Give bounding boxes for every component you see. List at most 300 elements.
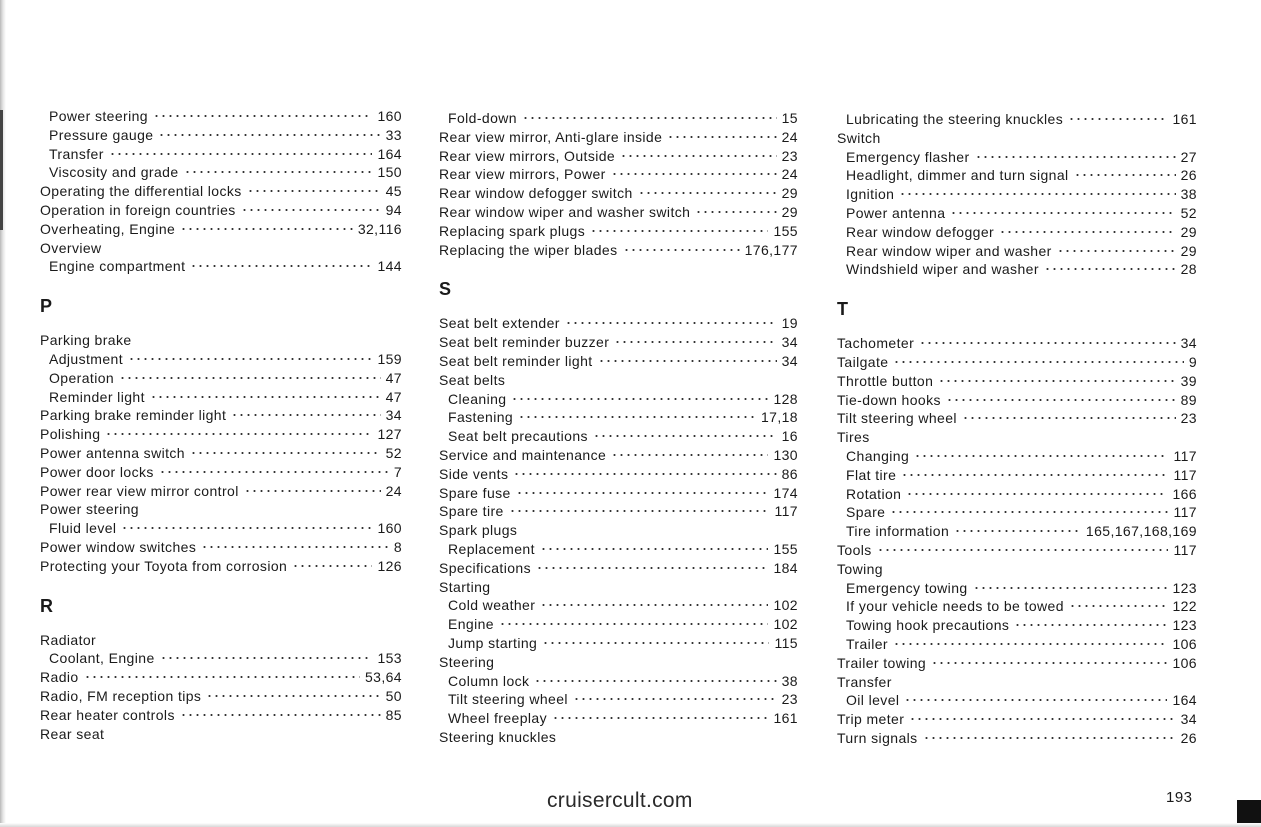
index-entry — [439, 314, 798, 333]
dot-leader — [877, 549, 1169, 551]
index-subentry — [40, 519, 402, 538]
dot-leader — [509, 510, 770, 512]
index-subentry — [40, 649, 402, 668]
index-page-ref: 165,167,168,169 — [1085, 523, 1197, 540]
index-term: Overheating, Engine — [40, 220, 176, 237]
index-term: Fastening — [448, 409, 514, 426]
index-page-ref: 23 — [781, 691, 798, 708]
dot-leader — [914, 455, 1168, 457]
index-subentry — [40, 145, 402, 164]
index-term: Side vents — [439, 465, 509, 482]
index-subentry — [837, 522, 1197, 541]
index-entry — [837, 428, 1197, 447]
index-term: Operating the differential locks — [40, 183, 242, 200]
index-page-ref: 127 — [377, 426, 402, 443]
index-term: Coolant, Engine — [49, 650, 155, 667]
index-term: Reminder light — [49, 388, 145, 405]
index-page-ref: 160 — [377, 108, 402, 124]
dot-leader — [247, 190, 381, 192]
dot-leader — [931, 662, 1167, 664]
index-subentry — [439, 109, 798, 128]
index-entry — [40, 500, 402, 519]
index-subentry — [439, 427, 798, 446]
dot-leader — [540, 548, 769, 550]
dot-leader — [206, 695, 380, 697]
index-entry — [837, 372, 1197, 391]
dot-leader — [901, 474, 1168, 476]
index-entry — [439, 653, 798, 672]
index-entry — [439, 241, 798, 260]
index-entry — [40, 631, 402, 650]
index-page-ref: 117 — [1173, 466, 1197, 483]
index-term: Trailer towing — [837, 654, 927, 671]
index-subentry — [40, 257, 402, 276]
index-term: Engine — [448, 616, 494, 633]
index-term: Turn signals — [837, 729, 918, 746]
index-page-ref: 17,18 — [760, 409, 798, 426]
section-letter-heading: T — [837, 299, 848, 320]
scan-binding-mark — [0, 110, 3, 230]
index-page-ref: 24 — [781, 128, 798, 145]
index-term: Power steering — [49, 108, 148, 124]
dot-leader — [159, 471, 389, 473]
index-entry — [837, 334, 1197, 353]
dot-leader — [109, 153, 373, 155]
index-term: Power rear view mirror control — [40, 482, 239, 499]
dot-leader — [573, 698, 777, 700]
dot-leader — [518, 416, 756, 418]
index-term: Replacing the wiper blades — [439, 241, 618, 258]
index-entry — [40, 668, 402, 687]
index-term: Rear window wiper and washer — [846, 242, 1052, 259]
index-term: Rear window defogger — [846, 223, 995, 240]
index-subentry — [837, 242, 1197, 261]
index-subentry — [837, 166, 1197, 185]
index-term: Rear view mirrors, Power — [439, 166, 606, 183]
index-page-ref: 130 — [773, 446, 798, 463]
index-page-ref: 89 — [1180, 391, 1197, 408]
index-term: Radio — [40, 669, 79, 686]
dot-leader — [962, 417, 1176, 419]
index-page-ref: 45 — [385, 183, 402, 200]
index-entry — [439, 128, 798, 147]
dot-leader — [522, 117, 777, 119]
index-term: Flat tire — [846, 466, 897, 483]
index-term: Tailgate — [837, 353, 889, 370]
index-page-ref: 26 — [1180, 729, 1197, 746]
index-term: Seat belt reminder light — [439, 352, 593, 369]
dot-leader — [201, 546, 389, 548]
index-subentry — [439, 690, 798, 709]
index-column-1 — [40, 107, 402, 743]
dot-leader — [904, 699, 1167, 701]
index-term: Column lock — [448, 672, 530, 689]
section-letter-heading: S — [439, 279, 452, 300]
dot-leader — [190, 452, 381, 454]
index-entry — [40, 557, 402, 576]
index-page-ref: 34 — [781, 334, 798, 351]
index-term: Trip meter — [837, 711, 905, 728]
index-page-ref: 38 — [1180, 186, 1197, 203]
dot-leader — [540, 604, 768, 606]
index-page-ref: 9 — [1188, 353, 1197, 370]
index-entry — [40, 538, 402, 557]
dot-leader — [121, 527, 372, 529]
index-page-ref: 106 — [1172, 635, 1197, 652]
dot-leader — [893, 361, 1183, 363]
dot-leader — [84, 676, 360, 678]
index-entry — [439, 147, 798, 166]
index-subentry — [40, 163, 402, 182]
index-term: Spark plugs — [439, 522, 518, 539]
index-page-ref: 19 — [781, 315, 798, 332]
index-column-3 — [837, 110, 1197, 748]
index-page-ref: 52 — [1180, 204, 1197, 221]
index-term: Engine compartment — [49, 258, 186, 275]
dot-leader — [973, 587, 1168, 589]
footer-website: cruisercult.com — [547, 789, 693, 812]
index-entry — [439, 352, 798, 371]
index-subentry — [837, 223, 1197, 242]
dot-leader — [1068, 118, 1167, 120]
dot-leader — [695, 211, 776, 213]
index-subentry — [439, 709, 798, 728]
section-letter-heading: P — [40, 296, 53, 317]
index-entry — [439, 559, 798, 578]
index-term: Polishing — [40, 426, 101, 443]
index-term: Trailer — [846, 635, 888, 652]
dot-leader — [534, 680, 776, 682]
index-page-ref: 23 — [781, 147, 798, 164]
index-page-ref: 26 — [1180, 167, 1197, 184]
index-page-ref: 164 — [377, 145, 402, 162]
index-term: Specifications — [439, 559, 531, 576]
index-page-ref: 159 — [377, 350, 402, 367]
index-page-ref: 161 — [1172, 111, 1197, 127]
dot-leader — [231, 414, 380, 416]
index-page-ref: 161 — [773, 710, 798, 727]
index-subentry — [439, 615, 798, 634]
index-entry — [837, 729, 1197, 748]
index-page-ref: 174 — [773, 484, 798, 501]
index-page-ref: 33 — [385, 126, 402, 143]
index-term: Parking brake reminder light — [40, 407, 227, 424]
index-page-ref: 16 — [781, 428, 798, 445]
dot-leader — [150, 396, 381, 398]
index-entry — [439, 203, 798, 222]
index-term: Oil level — [846, 692, 900, 709]
index-subentry — [439, 596, 798, 615]
dot-leader — [190, 265, 372, 267]
index-entry — [439, 728, 798, 747]
index-subentry — [40, 126, 402, 145]
index-subentry — [439, 634, 798, 653]
dot-leader — [620, 155, 777, 157]
index-page-ref: 8 — [393, 538, 402, 555]
index-entry — [40, 482, 402, 501]
index-term: Steering knuckles — [439, 728, 557, 745]
index-page-ref: 86 — [781, 465, 798, 482]
index-entry — [40, 239, 402, 258]
dot-leader — [292, 565, 372, 567]
index-page-ref: 123 — [1172, 579, 1197, 596]
index-subentry — [837, 110, 1197, 129]
dot-leader — [513, 473, 776, 475]
index-term: Replacement — [448, 540, 535, 557]
index-term: Jump starting — [448, 634, 538, 651]
index-entry — [837, 654, 1197, 673]
index-entry — [40, 687, 402, 706]
index-subentry — [837, 579, 1197, 598]
dot-leader — [552, 717, 768, 719]
index-term: Power antenna — [846, 204, 946, 221]
index-page-ref: 32,116 — [357, 220, 402, 237]
dot-leader — [893, 643, 1167, 645]
index-term: Operation in foreign countries — [40, 201, 236, 218]
index-term: Cold weather — [448, 597, 536, 614]
index-term: Radio, FM reception tips — [40, 687, 202, 704]
index-term: Emergency flasher — [846, 148, 970, 165]
index-entry — [837, 409, 1197, 428]
index-term: Service and maintenance — [439, 446, 607, 463]
index-term: Fluid level — [49, 520, 117, 537]
dot-leader — [153, 115, 372, 117]
dot-leader — [611, 454, 768, 456]
index-term: Rear window defogger switch — [439, 185, 633, 202]
index-term: Spare — [846, 504, 886, 521]
dot-leader — [890, 511, 1168, 513]
index-page-ref: 27 — [1180, 148, 1197, 165]
index-page-ref: 115 — [774, 634, 798, 651]
index-term: Headlight, dimmer and turn signal — [846, 167, 1069, 184]
index-entry — [40, 406, 402, 425]
dot-leader — [946, 399, 1176, 401]
index-page-ref: 166 — [1172, 485, 1197, 502]
index-subentry — [439, 672, 798, 691]
index-term: Transfer — [837, 673, 892, 690]
index-term: Tachometer — [837, 335, 915, 352]
index-page-ref: 106 — [1172, 654, 1197, 671]
index-term: Seat belt precautions — [448, 428, 588, 445]
dot-leader — [638, 192, 777, 194]
index-term: Emergency towing — [846, 579, 968, 596]
index-page-ref: 150 — [377, 164, 402, 181]
index-entry — [439, 465, 798, 484]
index-term: Windshield wiper and washer — [846, 261, 1039, 278]
index-page-ref: 85 — [385, 706, 402, 723]
index-page-ref: 29 — [1180, 223, 1197, 240]
index-page-ref: 24 — [385, 482, 402, 499]
index-term: Power antenna switch — [40, 444, 185, 461]
index-entry — [40, 706, 402, 725]
index-page-ref: 29 — [781, 203, 798, 220]
dot-leader — [536, 567, 768, 569]
index-term: Power door locks — [40, 463, 154, 480]
dot-leader — [1014, 624, 1167, 626]
index-page-ref: 122 — [1172, 598, 1197, 615]
index-page-ref: 38 — [781, 672, 798, 689]
index-entry — [40, 425, 402, 444]
index-entry — [837, 560, 1197, 579]
index-subentry — [40, 350, 402, 369]
index-page-ref: 34 — [385, 407, 402, 424]
dot-leader — [511, 398, 768, 400]
index-term: Rotation — [846, 485, 902, 502]
index-entry — [439, 222, 798, 241]
index-page-ref: 29 — [1180, 242, 1197, 259]
index-page-ref: 155 — [773, 540, 798, 557]
index-term: Seat belt extender — [439, 315, 560, 332]
index-page-ref: 153 — [377, 650, 402, 667]
index-page-ref: 53,64 — [364, 669, 402, 686]
index-column-2 — [439, 109, 798, 747]
scan-edge-bottom — [0, 823, 1261, 827]
dot-leader — [105, 433, 372, 435]
index-subentry — [40, 369, 402, 388]
dot-leader — [244, 490, 381, 492]
dot-leader — [565, 322, 777, 324]
dot-leader — [923, 737, 1176, 739]
index-term: Towing — [837, 560, 883, 577]
index-entry — [837, 541, 1197, 560]
index-term: Ignition — [846, 186, 895, 203]
index-page-ref: 126 — [377, 557, 402, 574]
index-term: Steering — [439, 653, 495, 670]
dot-leader — [180, 714, 381, 716]
dot-leader — [128, 358, 372, 360]
index-page-ref: 47 — [385, 388, 402, 405]
dot-leader — [184, 171, 373, 173]
index-page-ref: 117 — [1173, 541, 1197, 558]
index-page-ref: 160 — [377, 520, 402, 537]
index-page-ref: 23 — [1180, 410, 1197, 427]
index-page-ref: 15 — [781, 110, 798, 126]
index-entry — [439, 184, 798, 203]
index-subentry — [439, 540, 798, 559]
index-page-ref: 117 — [774, 503, 798, 520]
index-entry — [837, 129, 1197, 148]
dot-leader — [160, 657, 373, 659]
index-term: Replacing spark plugs — [439, 222, 586, 239]
index-subentry — [837, 635, 1197, 654]
index-entry — [439, 333, 798, 352]
dot-leader — [954, 530, 1081, 532]
dot-leader — [241, 209, 381, 211]
index-subentry — [40, 107, 402, 126]
index-term: Tilt steering wheel — [448, 691, 568, 708]
index-term: Tools — [837, 541, 872, 558]
dot-leader — [1069, 605, 1168, 607]
index-subentry — [439, 408, 798, 427]
index-term: Rear heater controls — [40, 706, 175, 723]
index-term: Seat belts — [439, 371, 506, 388]
index-page-ref: 39 — [1180, 372, 1197, 389]
index-page-ref: 144 — [377, 258, 402, 275]
index-page-ref: 123 — [1172, 617, 1197, 634]
index-term: Tilt steering wheel — [837, 410, 957, 427]
index-term: Switch — [837, 129, 881, 146]
index-entry — [837, 391, 1197, 410]
dot-leader — [1057, 250, 1176, 252]
index-entry — [439, 521, 798, 540]
index-page-ref: 176,177 — [744, 241, 798, 258]
index-page-ref: 128 — [773, 390, 798, 407]
index-page-ref: 52 — [385, 444, 402, 461]
index-entry — [40, 220, 402, 239]
index-term: Wheel freeplay — [448, 710, 547, 727]
index-term: Lubricating the steering knuckles — [846, 111, 1064, 127]
index-term: Spare tire — [439, 503, 504, 520]
index-term: Towing hook precautions — [846, 617, 1010, 634]
section-letter-heading: R — [40, 595, 53, 616]
dot-leader — [899, 193, 1175, 195]
dot-leader — [906, 493, 1167, 495]
index-subentry — [439, 390, 798, 409]
index-entry — [40, 444, 402, 463]
dot-leader — [999, 231, 1176, 233]
dot-leader — [623, 249, 740, 251]
index-subentry — [837, 204, 1197, 223]
dot-leader — [614, 341, 776, 343]
index-entry — [40, 331, 402, 350]
index-subentry — [837, 447, 1197, 466]
index-term: Radiator — [40, 631, 97, 648]
index-entry — [439, 484, 798, 503]
dot-leader — [516, 492, 769, 494]
index-term: Operation — [49, 369, 115, 386]
dot-leader — [542, 642, 769, 644]
index-term: Seat belt reminder buzzer — [439, 334, 610, 351]
index-page-ref: 102 — [773, 597, 798, 614]
dot-leader — [667, 136, 776, 138]
dot-leader — [919, 342, 1175, 344]
dot-leader — [598, 360, 777, 362]
index-subentry — [837, 503, 1197, 522]
dot-leader — [119, 377, 381, 379]
index-subentry — [40, 388, 402, 407]
index-page-ref: 34 — [781, 352, 798, 369]
index-page-ref: 184 — [773, 559, 798, 576]
index-subentry — [837, 691, 1197, 710]
index-term: Rear seat — [40, 725, 105, 742]
dot-leader — [611, 173, 777, 175]
index-subentry — [837, 260, 1197, 279]
index-page-ref: 28 — [1180, 261, 1197, 278]
index-term: Rear view mirror, Anti-glare inside — [439, 128, 663, 145]
index-entry — [439, 165, 798, 184]
index-term: Fold-down — [448, 110, 517, 126]
index-entry — [837, 353, 1197, 372]
index-subentry — [837, 597, 1197, 616]
index-term: If your vehicle needs to be towed — [846, 598, 1064, 615]
index-page-ref: 29 — [781, 185, 798, 202]
index-page-ref: 34 — [1180, 335, 1197, 352]
index-entry — [439, 371, 798, 390]
dot-leader — [158, 134, 380, 136]
index-page-ref: 117 — [1173, 447, 1197, 464]
dot-leader — [1074, 174, 1176, 176]
index-term: Throttle button — [837, 372, 934, 389]
index-term: Transfer — [49, 145, 104, 162]
index-page-ref: 7 — [393, 463, 402, 480]
index-term: Adjustment — [49, 350, 124, 367]
index-page-ref: 94 — [385, 201, 402, 218]
index-term: Rear view mirrors, Outside — [439, 147, 616, 164]
index-subentry — [837, 485, 1197, 504]
index-subentry — [837, 185, 1197, 204]
index-term: Rear window wiper and washer switch — [439, 203, 691, 220]
index-term: Overview — [40, 239, 102, 256]
